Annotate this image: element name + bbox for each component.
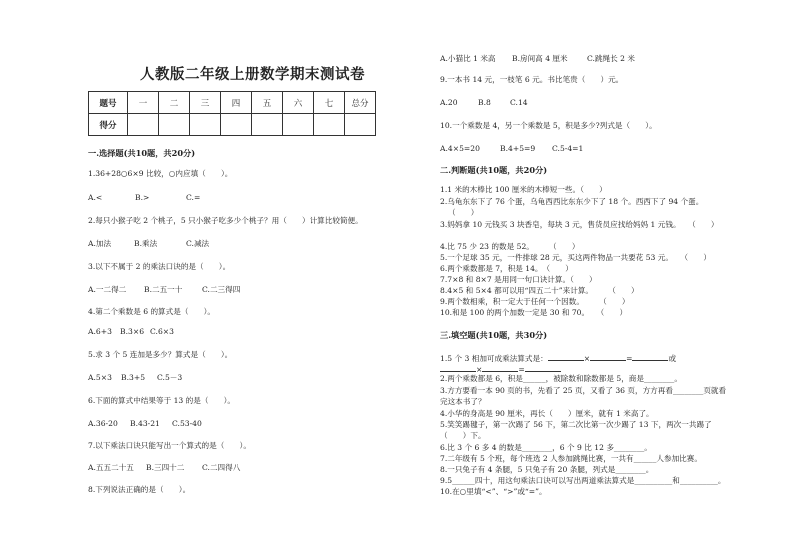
option-b[interactable]: B.3+5 [121,373,146,382]
option-b[interactable]: B.三四十二 [146,463,185,472]
option-a[interactable]: A.4×5=20 [440,144,480,153]
score-cell: 七 [314,92,345,114]
option-c[interactable]: C.= [186,193,201,202]
fill-blank[interactable] [548,352,584,361]
judge-item: 5.一个足球 35 元，一件排球 28 元，买这两件物品一共要花 53 元。 （ ） [440,253,711,262]
option-c[interactable]: C.6×3 [150,327,174,336]
judge-item: 10.和是 100 的两个加数一定是 30 和 70。 （ ） [440,308,628,317]
judge-item: 4.比 75 少 23 的数是 52。 （ ） [440,242,580,251]
option-c[interactable]: C.14 [510,98,528,107]
option-a[interactable]: A.5×3 [88,373,112,382]
equals-sign: = [518,365,525,374]
score-value-row [89,114,376,136]
options-row [88,193,200,203]
score-cell: 总分 [345,92,376,114]
option-a[interactable]: A.< [88,193,103,202]
option-a[interactable]: A.36-20 [88,419,118,428]
fill-item: 10.在○里填“<”、“>”或“=”。 [440,487,547,496]
option-a[interactable]: A.20 [440,98,458,107]
options-row [88,419,202,429]
options-row [88,327,174,337]
options-row [88,239,209,249]
option-b[interactable]: B.二五一十 [144,285,183,294]
times-sign: × [476,365,483,374]
section-heading-judge: 二.判断题(共10题，共20分) [440,165,548,175]
fill-item: 6.比 3 个 6 多 4 的数是________，6 个 9 比 12 多________。 [440,443,652,452]
option-b[interactable]: B.43-21 [130,419,160,428]
score-header-row [89,92,376,114]
fill-text: 或 [668,354,677,363]
fill-blank[interactable] [590,352,626,361]
judge-item: 9.两个数相乘，积一定大于任何一个因数。 （ ） [440,297,630,306]
option-b[interactable]: B.4+5=9 [500,144,536,153]
option-a[interactable]: A.加法 [88,239,112,248]
section-heading-fill: 三.填空题(共10题，共30分) [440,330,548,340]
score-input[interactable] [283,114,314,136]
question-text: 6.下面的算式中结果等于 13 的是（ ）。 [88,396,236,405]
score-cell: 得分 [89,114,128,136]
question-text: 3.以下不属于 2 的乘法口诀的是（ ）。 [88,262,231,271]
options-row [440,54,635,64]
times-sign: × [583,354,591,363]
question-text: 2.每只小猴子吃 2 个桃子，5 只小猴子吃多少个桃子？用（ ）计算比较简便。 [88,216,363,225]
options-row [88,285,240,295]
judge-item: 2.乌龟东东下了 76 个蛋，乌龟西西比东东少下了 18 个。西西下了 94 个蛋。 [440,197,704,206]
fill-item: 8.一只兔子有 4 条腿，5 只兔子有 20 条腿，列式是________。 [440,465,654,474]
score-input[interactable] [190,114,221,136]
option-b[interactable]: B.3×6 [120,327,145,336]
option-c[interactable]: C.5-4=1 [552,144,584,153]
score-input[interactable] [345,114,376,136]
fill-item: 7.二年级有 5 个班，每个班选 2 人参加跳绳比赛，一共有______人参加比赛。 [440,454,702,463]
option-c[interactable]: C.二四得八 [202,463,241,472]
score-input[interactable] [252,114,283,136]
option-b[interactable]: B.> [135,193,150,202]
question-text: 5.求 3 个 5 连加是多少？算式是（ ）。 [88,350,233,359]
score-table [88,91,376,136]
fill-item: 2.两个乘数都是 6，积是______，被除数和除数都是 5，商是________。 [440,374,682,383]
score-cell: 二 [159,92,190,114]
score-cell: 一 [128,92,159,114]
fill-blank[interactable] [440,363,476,372]
score-input[interactable] [221,114,252,136]
question-text: 4.第二个乘数是 6 的算式是（ ）。 [88,307,216,316]
fill-blank[interactable] [525,363,561,372]
option-a[interactable]: A.五五二十五 [88,463,134,472]
score-cell: 六 [283,92,314,114]
judge-answer-blank[interactable]: （ ） [448,208,479,217]
judge-item: 8.4×5 和 5×4 都可以用“四五二十”来计算。 （ ） [440,286,639,295]
fill-item: 4.小华的身高是 90 厘米，再长（ ）厘米，就有 1 米高了。 [440,409,654,418]
option-a[interactable]: A.小猫比 1 米高 [440,54,496,63]
options-row [440,144,583,154]
option-c[interactable]: C.减法 [186,239,210,248]
options-row [440,98,528,108]
fill-item: 5.笑笑踢毽子，第一次踢了 56 下，第二次比第一次少踢了 13 下，两次一共踢了 [440,420,712,429]
judge-item: 7.7×8 和 8×7 是用同一句口诀计算。（ ） [440,275,597,284]
score-cell: 题号 [89,92,128,114]
question-text: 7.以下乘法口诀只能写出一个算式的是（ ）。 [88,441,251,450]
judge-item: 6.两个乘数都是 7，积是 14。 （ ） [440,264,573,273]
question-text: 1.36+28○6×9 比较，○内应填（ ）。 [88,169,233,178]
fill-text: 1.5 个 3 相加可成乘法算式是： [440,354,548,363]
page-title: 人教版二年级上册数学期末测试卷 [140,66,365,83]
fill-item: 3.方方要看一本 90 页的书，先看了 25 页，又看了 36 页，方方再看________页就看 [440,386,727,395]
fill-blank[interactable] [482,363,518,372]
option-c[interactable]: C.二三得四 [202,285,241,294]
fill-blank[interactable] [632,352,668,361]
equals-sign: = [626,354,633,363]
option-a[interactable]: A.一二得二 [88,285,127,294]
option-c[interactable]: C.跳绳长 2 米 [587,54,635,63]
section-heading-choice: 一.选择题(共10题，共20分) [88,148,196,158]
options-row [88,463,240,473]
question-text: 9.一本书 14 元，一枝笔 6 元。书比笔贵（ ）元。 [440,75,624,84]
score-cell: 三 [190,92,221,114]
option-b[interactable]: B.房间高 4 厘米 [512,54,568,63]
option-c[interactable]: C.53-40 [172,419,202,428]
option-c[interactable]: C.5－3 [157,373,183,382]
judge-item: 3.妈妈拿 10 元钱买 3 块香皂，每块 3 元，售货员应找给妈妈 1 元钱。 （ ） [440,220,719,229]
score-cell: 五 [252,92,283,114]
question-text: 8.下列说法正确的是（ ）。 [88,485,191,494]
fill-item: （ ）下。 [440,431,486,440]
score-input[interactable] [314,114,345,136]
fill-item: 9.5______四十，用这句乘法口诀可以写出两道乘法算式是__________和__________。 [440,476,726,485]
question-text: 10.一个乘数是 4，另一个乘数是 5，积是多少?列式是（ ）。 [440,121,657,130]
option-b[interactable]: B.8 [478,98,491,107]
option-b[interactable]: B.乘法 [134,239,158,248]
judge-item: 1.1 米的木棒比 100 厘米的木棒短一些。（ ） [440,185,607,194]
score-input[interactable] [159,114,190,136]
option-a[interactable]: A.6+3 [88,327,112,336]
options-row [88,373,182,383]
score-input[interactable] [128,114,159,136]
fill-item: 完这本书了？ [440,397,486,406]
score-cell: 四 [221,92,252,114]
